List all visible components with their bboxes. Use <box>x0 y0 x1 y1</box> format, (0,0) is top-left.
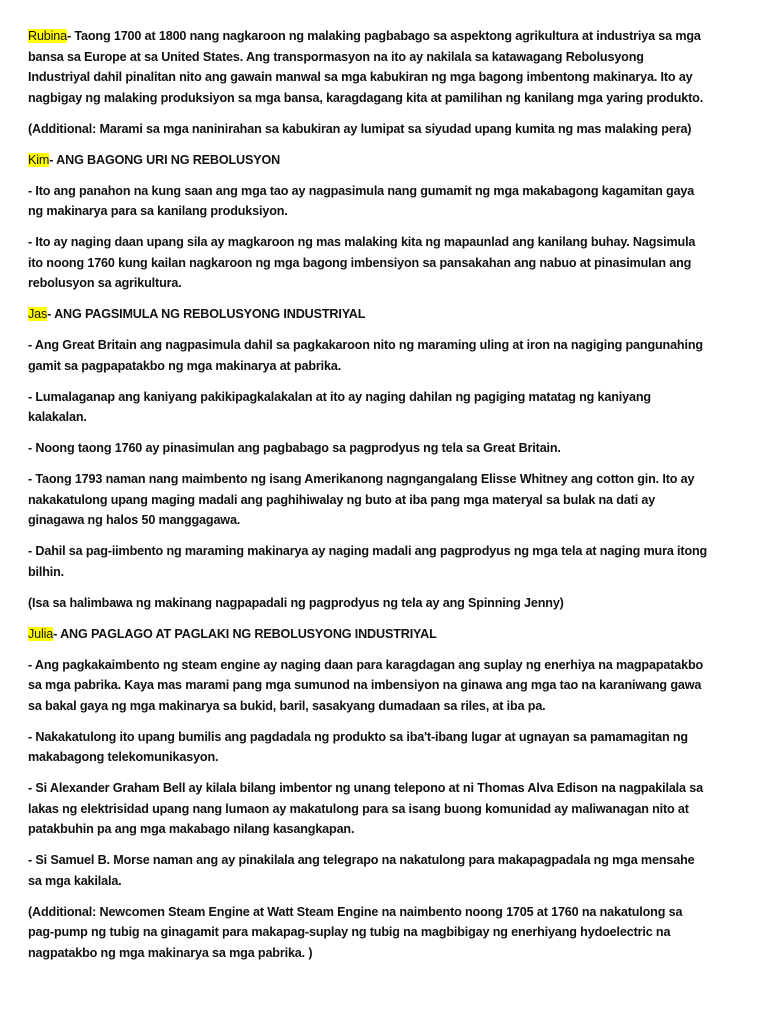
intro-paragraph <box>28 26 708 108</box>
paragraph: - Ang Great Britain ang nagpasimula dahil sa pagkakaroon nito ng maraming uling at iron na nagiging pangunahing gamit sa pagpapatakbo ng mga makinarya at pabrika. <box>28 338 703 373</box>
highlighted-name: Kim <box>28 152 50 167</box>
paragraph: - Si Alexander Graham Bell ay kilala bilang imbentor ng unang telepono at ni Thomas Alva Edison na nagpakilala sa lakas ng elektrisidad upang nang lumaon ay makatulong para sa isang buong komunidad ay maliwanagan nito at patakbuhin pa ang mga makabago nilang kasangkapan. <box>28 781 703 836</box>
paragraph-text: - Taong 1700 at 1800 nang nagkaroon ng malaking pagbabago sa aspektong agrikultura at industriya sa mga bansa sa Europe at sa United States. Ang transpormasyon na ito ay nakilala sa katawagang Rebolusyong Industriyal dahil pinalitan nito ang gawain manwal sa mga kabukiran ng mga bagong imbentong makinarya. Ito ay nagbigay ng malaking produksiyon sa mga bansa, karagdagang kita at pamilihan ng kanilang mga yaring produkto. <box>28 29 704 105</box>
paragraph: - Taong 1793 naman nang maimbento ng isang Amerikanong nagngangalang Elisse Whitney ang cotton gin. Ito ay nakakatulong upang maging madali ang paghihiwalay ng buto at iba pang mga materyal sa bulak na dati ay ginagawa ng halos 50 manggagawa. <box>28 472 695 527</box>
paragraph: - Noong taong 1760 ay pinasimulan ang pagbabago sa pagprodyus ng tela sa Great Britain. <box>28 441 561 455</box>
paragraph: - Ang pagkakaimbento ng steam engine ay naging daan para karagdagan ang suplay ng enerhiya na magpapatakbo sa mga pabrika. Kaya mas marami pang mga sumunod na imbensiyon na ginawa ang mga tao na karaniwang gawa sa bakal gaya ng mga makinarya sa bukid, baril, sasakyang dumadaan sa riles, at iba pa. <box>28 657 704 713</box>
section-heading <box>28 150 708 171</box>
highlighted-name: Julia <box>28 626 54 641</box>
heading-text: - ANG PAGLAGO AT PAGLAKI NG REBOLUSYONG INDUSTRIYAL <box>53 626 437 641</box>
paragraph: (Additional: Newcomen Steam Engine at Watt Steam Engine na naimbento noong 1705 at 1760 na nakatulong sa pag-pump ng tubig na ginagamit para makapag-suplay ng tubig na magbibigay ng enerhiyang hydoelectric na nagpatakbo ng mga makinarya sa mga pabrika. ) <box>28 904 683 960</box>
additional-note: (Additional: Marami sa mga naninirahan sa kabukiran ay lumipat sa siyudad upang kumita ng mas malaking pera) <box>28 121 692 136</box>
section-heading <box>28 304 708 325</box>
paragraph: (Isa sa halimbawa ng makinang nagpapadali ng pagprodyus ng tela ay ang Spinning Jenny) <box>28 595 564 610</box>
section-heading <box>28 624 708 645</box>
paragraph: - Lumalaganap ang kaniyang pakikipagkalakalan at ito ay naging dahilan ng pagiging matatag ng kaniyang kalakalan. <box>28 389 651 424</box>
paragraph: - Ito ang panahon na kung saan ang mga tao ay nagpasimula nang gumamit ng mga makabagong kagamitan gaya ng makinarya para sa kanilang produksiyon. <box>28 183 695 218</box>
paragraph: - Ito ay naging daan upang sila ay magkaroon ng mas malaking kita ng mapaunlad ang kanilang buhay. Nagsimula ito noong 1760 kung kailan nagkaroon ng mga bagong imbensiyon sa pansakahan ang nabuo at pinasimulan ang rebolusyon sa agrikultura. <box>28 235 696 290</box>
highlighted-name: Jas <box>28 307 48 321</box>
paragraph: - Nakakatulong ito upang bumilis ang pagdadala ng produkto sa iba't-ibang lugar at ugnayan sa pamamagitan ng makabagong telekomunikasyon. <box>28 729 688 764</box>
highlighted-name: Rubina <box>28 29 68 43</box>
paragraph: - Si Samuel B. Morse naman ang ay pinakilala ang telegrapo na nakatulong para makapagpadala ng mga mensahe sa mga kakilala. <box>28 853 695 888</box>
heading-text: - ANG PAGSIMULA NG REBOLUSYONG INDUSTRIYAL <box>47 307 366 321</box>
paragraph: - Dahil sa pag-iimbento ng maraming makinarya ay naging madali ang pagprodyus ng mga tela at naging mura itong bilhin. <box>28 544 708 579</box>
heading-text: - ANG BAGONG URI NG REBOLUSYON <box>49 152 281 167</box>
